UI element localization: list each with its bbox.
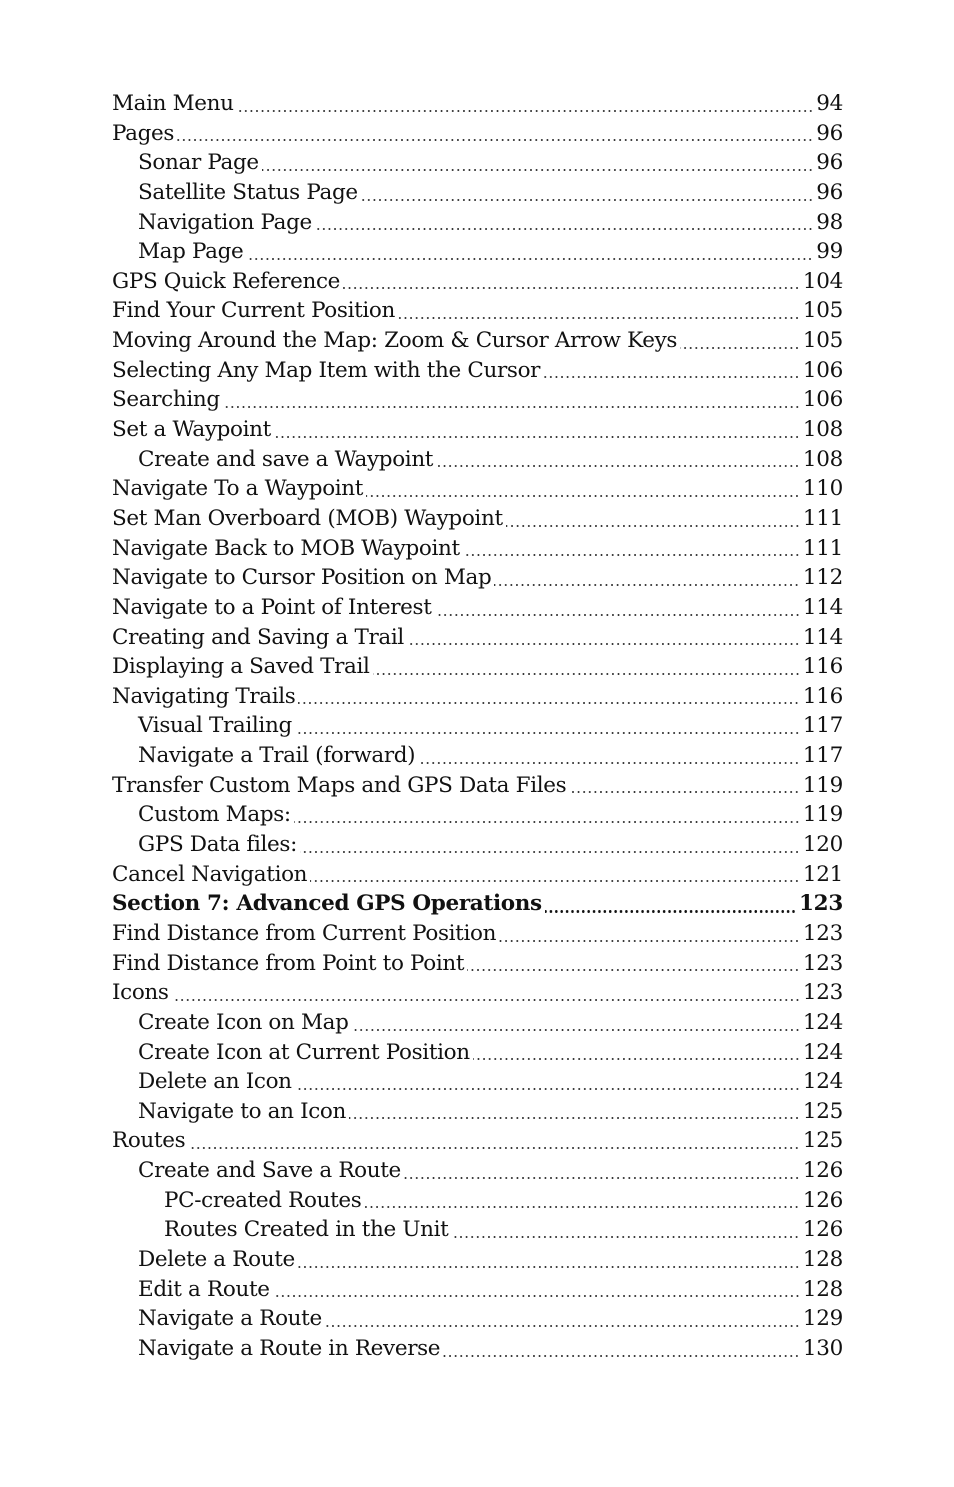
- dot-leader: [177, 139, 813, 141]
- dot-leader: [373, 673, 800, 675]
- toc-entry[interactable]: [112, 504, 843, 534]
- toc-entry[interactable]: [112, 119, 843, 149]
- dot-leader: [295, 1088, 800, 1090]
- toc-entry[interactable]: [112, 1156, 843, 1186]
- toc-entry[interactable]: [112, 445, 843, 475]
- toc-entry[interactable]: [112, 1186, 843, 1216]
- dot-leader: [680, 347, 800, 349]
- toc-entry-title: Satellite Status Page: [138, 179, 358, 205]
- toc-entry[interactable]: [112, 978, 843, 1008]
- dot-leader: [467, 969, 800, 971]
- toc-entry-page-number: 130: [802, 1335, 843, 1361]
- toc-entry[interactable]: [112, 148, 843, 178]
- toc-entry[interactable]: [112, 296, 843, 326]
- toc-entry-title: Icons: [112, 980, 169, 1006]
- dot-leader: [315, 228, 813, 230]
- toc-entry-title: Delete an Icon: [138, 1069, 292, 1095]
- toc-entry[interactable]: [112, 771, 843, 801]
- dot-leader: [364, 1206, 799, 1208]
- toc-entry[interactable]: [112, 949, 843, 979]
- toc-entry-page-number: 106: [802, 387, 843, 413]
- toc-entry-page-number: 116: [802, 654, 843, 680]
- toc-entry-title: Cancel Navigation: [112, 861, 308, 887]
- dot-leader: [473, 1058, 800, 1060]
- toc-entry-page-number: 117: [802, 743, 843, 769]
- toc-entry-page-number: 125: [802, 1098, 843, 1124]
- dot-leader: [366, 495, 800, 497]
- toc-entry-title: Navigate Back to MOB Waypoint: [112, 535, 460, 561]
- dot-leader: [494, 584, 799, 586]
- toc-entry-page-number: 98: [816, 209, 843, 235]
- toc-entry-page-number: 106: [802, 357, 843, 383]
- dot-leader: [295, 732, 800, 734]
- toc-entry-title: GPS Data files:: [138, 832, 298, 858]
- toc-entry-title: Creating and Saving a Trail: [112, 624, 404, 650]
- toc-entry-page-number: 94: [816, 91, 843, 116]
- toc-entry[interactable]: [112, 682, 843, 712]
- toc-entry[interactable]: [112, 326, 843, 356]
- toc-entry-title: Sonar Page: [138, 150, 259, 176]
- dot-leader: [310, 880, 800, 882]
- dot-leader: [298, 1266, 800, 1268]
- toc-entry[interactable]: [112, 1038, 843, 1068]
- dot-leader: [300, 851, 800, 853]
- dot-leader: [499, 940, 800, 942]
- dot-leader: [237, 110, 814, 112]
- toc-section-heading[interactable]: [112, 889, 843, 919]
- toc-entry-title: Pages: [112, 120, 175, 146]
- dot-leader: [545, 910, 796, 913]
- toc-entry-title: Section 7: Advanced GPS Operations: [112, 891, 542, 917]
- toc-entry[interactable]: [112, 208, 843, 238]
- toc-entry-page-number: 121: [802, 861, 843, 887]
- dot-leader: [294, 821, 800, 823]
- toc-entry-title: GPS Quick Reference: [112, 268, 341, 294]
- toc-entry-page-number: 117: [802, 713, 843, 739]
- toc-entry[interactable]: [112, 1304, 843, 1334]
- dot-leader: [349, 1117, 800, 1119]
- dot-leader: [398, 317, 800, 319]
- toc-entry-page-number: 126: [802, 1187, 843, 1213]
- toc-entry-title: Displaying a Saved Trail: [112, 654, 370, 680]
- toc-entry-title: Navigate a Trail (forward): [138, 743, 416, 769]
- toc-entry-title: Create Icon on Map: [138, 1009, 349, 1035]
- toc-entry-page-number: 119: [802, 802, 843, 828]
- toc-entry[interactable]: [112, 267, 843, 297]
- dot-leader: [298, 702, 799, 704]
- toc-entry-page-number: 129: [802, 1306, 843, 1332]
- toc-entry-page-number: 111: [802, 535, 843, 561]
- dot-leader: [404, 1177, 800, 1179]
- toc-entry-title: Visual Trailing: [138, 713, 292, 739]
- toc-entry[interactable]: [112, 1334, 843, 1364]
- toc-entry[interactable]: [112, 385, 843, 415]
- toc-entry-title: Navigation Page: [138, 209, 312, 235]
- dot-leader: [435, 614, 800, 616]
- toc-entry[interactable]: [112, 534, 843, 564]
- toc-entry-page-number: 119: [802, 772, 843, 798]
- toc-entry-page-number: 126: [802, 1217, 843, 1243]
- toc-entry-title: Searching: [112, 387, 220, 413]
- toc-entry-title: Navigate to Cursor Position on Map: [112, 565, 492, 591]
- toc-entry-title: Find Distance from Point to Point: [112, 950, 465, 976]
- toc-entry-page-number: 96: [816, 150, 843, 176]
- dot-leader: [451, 1236, 799, 1238]
- dot-leader: [569, 791, 800, 793]
- toc-entry-title: Custom Maps:: [138, 802, 291, 828]
- toc-entry-title: Delete a Route: [138, 1246, 295, 1272]
- toc-entry-page-number: 124: [802, 1009, 843, 1035]
- toc-entry-title: Navigate a Route: [138, 1306, 322, 1332]
- dot-leader: [343, 287, 800, 289]
- toc-entry-page-number: 123: [802, 920, 843, 946]
- dot-leader: [463, 554, 800, 556]
- toc-entry[interactable]: [112, 563, 843, 593]
- dot-leader: [172, 999, 800, 1001]
- toc-entry-page-number: 124: [802, 1069, 843, 1095]
- toc-entry-title: Navigate a Route in Reverse: [138, 1335, 441, 1361]
- toc-entry-page-number: 99: [816, 239, 843, 265]
- toc-entry-page-number: 114: [802, 594, 843, 620]
- dot-leader: [325, 1325, 800, 1327]
- toc-entry[interactable]: [112, 1067, 843, 1097]
- dot-leader: [188, 1147, 800, 1149]
- table-of-contents: [112, 89, 843, 1364]
- dot-leader: [262, 169, 813, 171]
- dot-leader: [223, 406, 800, 408]
- dot-leader: [506, 525, 800, 527]
- toc-entry-title: Routes Created in the Unit: [164, 1217, 449, 1243]
- toc-entry-title: Find Distance from Current Position: [112, 920, 497, 946]
- toc-entry[interactable]: [112, 1126, 843, 1156]
- toc-entry[interactable]: [112, 1275, 843, 1305]
- toc-entry-page-number: 123: [799, 891, 843, 917]
- toc-entry[interactable]: [112, 652, 843, 682]
- toc-entry-page-number: 105: [802, 298, 843, 324]
- toc-entry-title: Navigating Trails: [112, 683, 296, 709]
- dot-leader: [274, 436, 800, 438]
- dot-leader: [352, 1029, 800, 1031]
- toc-entry-page-number: 96: [816, 179, 843, 205]
- toc-entry[interactable]: [112, 800, 843, 830]
- toc-entry-title: Selecting Any Map Item with the Cursor: [112, 357, 541, 383]
- toc-entry-page-number: 125: [802, 1128, 843, 1154]
- toc-entry-title: PC-created Routes: [164, 1187, 362, 1213]
- toc-entry-title: Routes: [112, 1128, 186, 1154]
- dot-leader: [407, 643, 800, 645]
- toc-entry-title: Map Page: [138, 239, 244, 265]
- toc-entry[interactable]: [112, 1097, 843, 1127]
- toc-entry-page-number: 128: [802, 1276, 843, 1302]
- toc-entry[interactable]: [112, 474, 843, 504]
- toc-entry[interactable]: [112, 711, 843, 741]
- toc-entry[interactable]: [112, 237, 843, 267]
- toc-entry-page-number: 116: [802, 683, 843, 709]
- toc-entry-title: Find Your Current Position: [112, 298, 396, 324]
- toc-entry[interactable]: [112, 1215, 843, 1245]
- toc-entry-title: Create Icon at Current Position: [138, 1039, 470, 1065]
- toc-entry-page-number: 112: [802, 565, 843, 591]
- toc-entry-title: Navigate to an Icon: [138, 1098, 347, 1124]
- toc-entry-title: Edit a Route: [138, 1276, 270, 1302]
- toc-entry-page-number: 105: [802, 328, 843, 354]
- toc-entry-page-number: 108: [802, 446, 843, 472]
- toc-entry-title: Set a Waypoint: [112, 417, 271, 443]
- toc-entry[interactable]: [112, 1245, 843, 1275]
- toc-entry-page-number: 120: [802, 832, 843, 858]
- toc-entry[interactable]: [112, 623, 843, 653]
- toc-entry[interactable]: [112, 1008, 843, 1038]
- toc-entry-title: Navigate To a Waypoint: [112, 476, 364, 502]
- toc-entry-page-number: 128: [802, 1246, 843, 1272]
- toc-entry-page-number: 108: [802, 417, 843, 443]
- toc-entry-title: Main Menu: [112, 91, 234, 116]
- dot-leader: [543, 376, 800, 378]
- toc-entry[interactable]: [112, 860, 843, 890]
- toc-entry[interactable]: [112, 415, 843, 445]
- toc-entry-page-number: 126: [802, 1158, 843, 1184]
- toc-entry-title: Moving Around the Map: Zoom & Cursor Arrow Keys: [112, 328, 678, 354]
- toc-entry[interactable]: [112, 356, 843, 386]
- toc-entry-page-number: 96: [816, 120, 843, 146]
- toc-entry-page-number: 114: [802, 624, 843, 650]
- toc-entry-page-number: 123: [802, 980, 843, 1006]
- toc-entry-page-number: 124: [802, 1039, 843, 1065]
- toc-entry[interactable]: [112, 741, 843, 771]
- toc-entry-title: Create and Save a Route: [138, 1158, 401, 1184]
- dot-leader: [443, 1355, 800, 1357]
- toc-entry[interactable]: [112, 178, 843, 208]
- toc-entry-title: Set Man Overboard (MOB) Waypoint: [112, 505, 503, 531]
- dot-leader: [246, 258, 813, 260]
- toc-entry[interactable]: [112, 919, 843, 949]
- dot-leader: [418, 762, 800, 764]
- toc-entry-title: Transfer Custom Maps and GPS Data Files: [112, 772, 567, 798]
- dot-leader: [361, 199, 814, 201]
- dot-leader: [273, 1295, 800, 1297]
- toc-entry-page-number: 104: [802, 268, 843, 294]
- toc-entry-title: Navigate to a Point of Interest: [112, 594, 432, 620]
- toc-entry[interactable]: [112, 89, 843, 119]
- toc-entry-page-number: 111: [802, 505, 843, 531]
- dot-leader: [436, 465, 800, 467]
- toc-entry-title: Create and save a Waypoint: [138, 446, 434, 472]
- toc-entry[interactable]: [112, 830, 843, 860]
- toc-entry-page-number: 110: [802, 476, 843, 502]
- toc-entry[interactable]: [112, 593, 843, 623]
- toc-entry-page-number: 123: [802, 950, 843, 976]
